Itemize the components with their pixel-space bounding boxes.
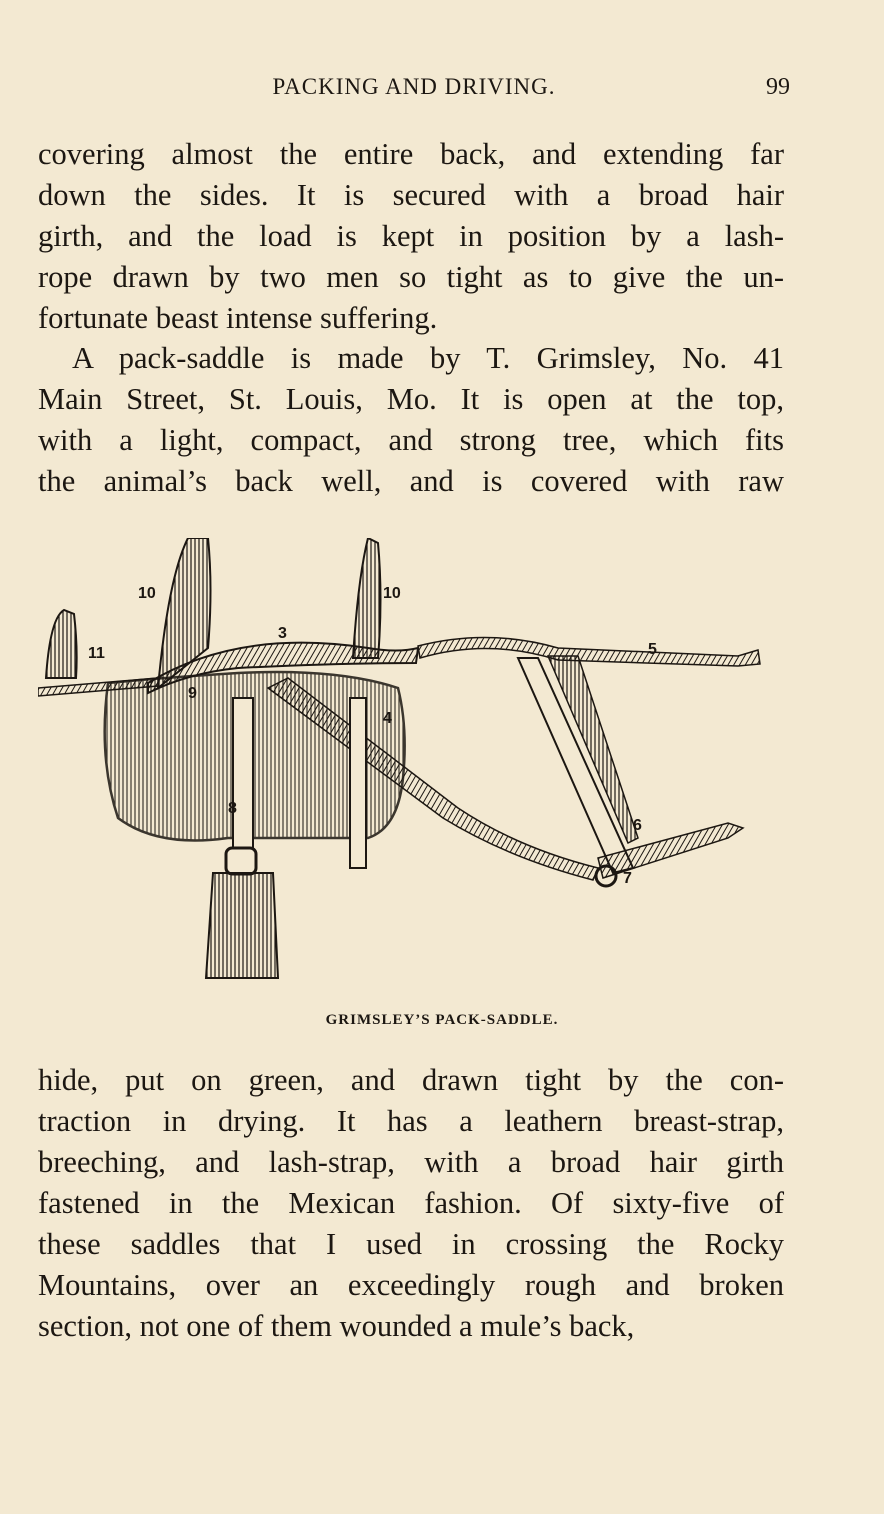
paragraph-1 [38,134,784,339]
text-line: down the sides. It is secured with a broad hair [38,178,784,212]
pack-saddle-drawing [38,538,778,998]
running-title: PACKING AND DRIVING. [272,74,556,99]
text-line: A pack-saddle is made by T. Grimsley, No. 41 [72,341,784,375]
label-10-left: 10 [138,585,156,602]
label-5: 5 [648,641,657,658]
text-line: fastened in the Mexican fashion. Of sixty-five of [38,1186,784,1220]
label-10-right: 10 [383,585,401,602]
girth-buckle [226,848,256,874]
text-line: rope drawn by two men so tight as to give the un- [38,260,784,294]
hair-girth [206,873,278,978]
figure-caption: GRIMSLEY’S PACK-SADDLE. [325,1012,559,1028]
label-9: 9 [188,685,197,702]
lash-strap [418,637,760,666]
right-saddle-arch [353,538,381,658]
text-line: Mountains, over an exceedingly rough and broken [38,1268,784,1302]
text-line: Main Street, St. Louis, Mo. It is open at the top, [38,382,784,416]
label-3: 3 [278,625,287,642]
text-line: these saddles that I used in crossing the Rocky [38,1227,784,1261]
text-line: covering almost the entire back, and extending far [38,137,784,171]
text-line: girth, and the load is kept in position by a lash- [38,219,784,253]
text-line: fortunate beast intense suffering. [38,301,438,335]
text-line: traction in drying. It has a leathern breast-strap, [38,1104,784,1138]
label-8: 8 [228,800,237,817]
label-11: 11 [88,645,105,662]
right-vertical-strap [350,698,366,868]
paragraph-2 [38,338,784,502]
text-line: section, not one of them wounded a mule’s back, [38,1309,635,1343]
text-line: the animal’s back well, and is covered with raw [38,464,784,498]
left-post [46,610,77,678]
pack-saddle-illustration [38,538,778,998]
label-6: 6 [633,817,642,834]
text-line: breeching, and lash-strap, with a broad hair girth [38,1145,784,1179]
text-line: hide, put on green, and drawn tight by the con- [38,1063,784,1097]
label-7: 7 [623,870,632,887]
label-4: 4 [383,710,392,727]
page-number: 99 [766,74,790,100]
page-header [38,74,790,106]
paragraph-3 [38,1060,784,1347]
girth-strap [233,698,253,848]
text-line: with a light, compact, and strong tree, which fits [38,423,784,457]
